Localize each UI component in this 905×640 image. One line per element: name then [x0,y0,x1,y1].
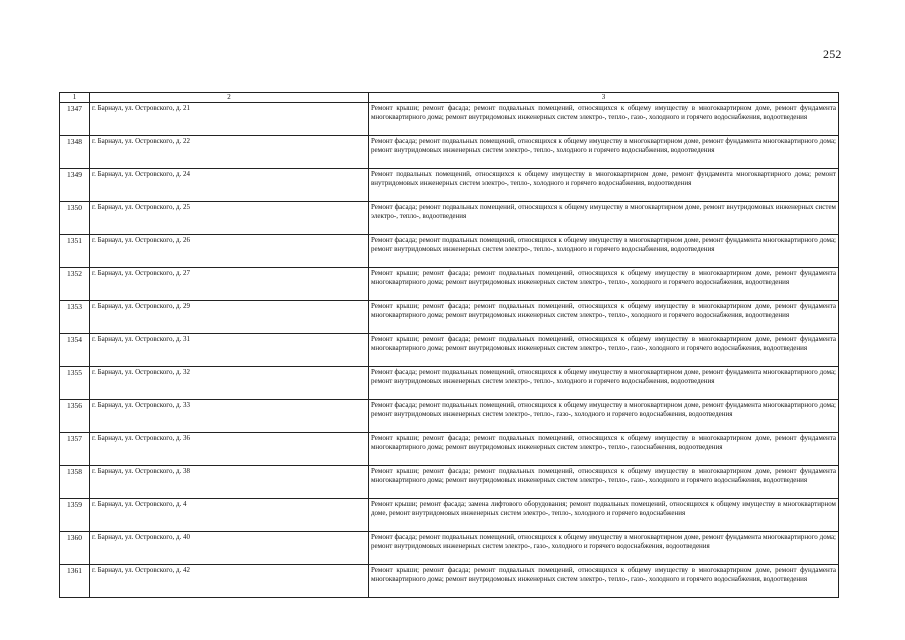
row-number: 1361 [60,565,90,598]
row-works: Ремонт крыши; ремонт фасада; ремонт подвальных помещений, относящихся к общему имуществу в многоквартирном доме, ремонт фундамента многоквартирного дома; ремонт внутридомовых инженерных систем электро-, тепло-, газо-, холодного и горячего водоснабжения, водоотведения [369,565,839,598]
row-address: г. Барнаул, ул. Островского, д. 38 [90,466,369,499]
row-works: Ремонт крыши; ремонт фасада; ремонт подвальных помещений, относящихся к общему имуществу в многоквартирном доме, ремонт фундамента многоквартирного дома; ремонт внутридомовых инженерных систем электро-, тепло-, холодного и горячего водоснабжения, водоотведения [369,268,839,301]
table-row [60,433,839,466]
table-row [60,202,839,235]
table-row [60,103,839,136]
row-address: г. Барнаул, ул. Островского, д. 22 [90,136,369,169]
table-row [60,136,839,169]
row-works: Ремонт крыши; ремонт фасада; ремонт подвальных помещений, относящихся к общему имуществу в многоквартирном доме, ремонт фундамента многоквартирного дома; ремонт внутридомовых инженерных систем электро-, тепло-, газо-, холодного и горячего водоснабжения, водоотведения [369,334,839,367]
table-row [60,466,839,499]
row-address: г. Барнаул, ул. Островского, д. 27 [90,268,369,301]
row-address: г. Барнаул, ул. Островского, д. 21 [90,103,369,136]
row-works: Ремонт фасада; ремонт подвальных помещений, относящихся к общему имуществу в многоквартирном доме, ремонт фундамента многоквартирного дома; ремонт внутридомовых инженерных систем электро-, газо-, холодного и горячего водоснабжения, водоотведения [369,532,839,565]
row-number: 1356 [60,400,90,433]
row-address: г. Барнаул, ул. Островского, д. 32 [90,367,369,400]
row-number: 1353 [60,301,90,334]
row-number: 1355 [60,367,90,400]
table-row [60,499,839,532]
row-number: 1351 [60,235,90,268]
row-address: г. Барнаул, ул. Островского, д. 29 [90,301,369,334]
row-works: Ремонт фасада; ремонт подвальных помещений, относящихся к общему имуществу в многоквартирном доме, ремонт фундамента многоквартирного дома; ремонт внутридомовых инженерных систем электро-, тепло-, холодного и горячего водоснабжения, водоотведения [369,367,839,400]
page-number: 252 [823,47,842,61]
table-row [60,400,839,433]
table-row [60,235,839,268]
table-body [60,103,839,598]
table-row [60,301,839,334]
row-works: Ремонт фасада; ремонт подвальных помещений, относящихся к общему имуществу в многоквартирном доме, ремонт фундамента многоквартирного дома; ремонт внутридомовых инженерных систем электро-, тепло-, газо-, холодного и горячего водоснабжения, водоотведения [369,400,839,433]
row-number: 1354 [60,334,90,367]
table-row [60,268,839,301]
row-number: 1348 [60,136,90,169]
table-row [60,169,839,202]
row-works: Ремонт фасада; ремонт подвальных помещений, относящихся к общему имуществу в многоквартирном доме, ремонт фундамента многоквартирного дома; ремонт внутридомовых инженерных систем электро-, тепло-, холодного и горячего водоснабжения, водоотведения [369,136,839,169]
row-works: Ремонт крыши; ремонт фасада; ремонт подвальных помещений, относящихся к общему имуществу в многоквартирном доме, ремонт фундамента многоквартирного дома; ремонт внутридомовых инженерных систем электро-, тепло-, холодного и горячего водоснабжения, водоотведения [369,301,839,334]
row-works: Ремонт крыши; ремонт фасада; ремонт подвальных помещений, относящихся к общему имуществу в многоквартирном доме, ремонт фундамента многоквартирного дома; ремонт внутридомовых инженерных систем электро-, тепло-, газо-, холодного и горячего водоснабжения, водоотведения [369,466,839,499]
buildings-repair-table [59,92,839,598]
row-works: Ремонт крыши; ремонт фасада; замена лифтового оборудования; ремонт подвальных помещений, относящихся к общему имуществу в многоквартирном доме, ремонт внутридомовых инженерных систем электро-, тепло-, холодного и горячего водоснабжения [369,499,839,532]
column-header-number: 1 [60,93,90,103]
row-number: 1359 [60,499,90,532]
row-address: г. Барнаул, ул. Островского, д. 42 [90,565,369,598]
row-address: г. Барнаул, ул. Островского, д. 26 [90,235,369,268]
row-number: 1350 [60,202,90,235]
row-works: Ремонт фасада; ремонт подвальных помещений, относящихся к общему имуществу в многоквартирном доме, ремонт фундамента многоквартирного дома; ремонт внутридомовых инженерных систем электро-, тепло-, холодного и горячего водоснабжения, водоотведения [369,235,839,268]
table-row [60,565,839,598]
table-header [60,93,839,103]
row-address: г. Барнаул, ул. Островского, д. 33 [90,400,369,433]
row-address: г. Барнаул, ул. Островского, д. 31 [90,334,369,367]
row-number: 1347 [60,103,90,136]
column-header-works: 3 [369,93,839,103]
row-address: г. Барнаул, ул. Островского, д. 40 [90,532,369,565]
row-address: г. Барнаул, ул. Островского, д. 24 [90,169,369,202]
row-number: 1358 [60,466,90,499]
row-number: 1357 [60,433,90,466]
row-works: Ремонт крыши; ремонт фасада; ремонт подвальных помещений, относящихся к общему имуществу в многоквартирном доме, ремонт фундамента многоквартирного дома; ремонт внутридомовых инженерных систем электро-, тепло-, газо-, холодного и горячего водоснабжения, водоотведения [369,103,839,136]
row-address: г. Барнаул, ул. Островского, д. 25 [90,202,369,235]
row-number: 1352 [60,268,90,301]
row-works: Ремонт подвальных помещений, относящихся к общему имуществу в многоквартирном доме, ремонт фундамента многоквартирного дома; ремонт внутридомовых инженерных систем электро-, тепло-, холодного и горячего водоснабжения, водоотведения [369,169,839,202]
row-number: 1349 [60,169,90,202]
table-row [60,532,839,565]
row-address: г. Барнаул, ул. Островского, д. 4 [90,499,369,532]
row-number: 1360 [60,532,90,565]
column-header-address: 2 [90,93,369,103]
table-row [60,334,839,367]
table-row [60,367,839,400]
header-row [60,93,839,103]
row-address: г. Барнаул, ул. Островского, д. 36 [90,433,369,466]
row-works: Ремонт фасада; ремонт подвальных помещений, относящихся к общему имуществу в многоквартирном доме, ремонт внутридомовых инженерных систем электро-, тепло-, водоотведения [369,202,839,235]
row-works: Ремонт крыши; ремонт фасада; ремонт подвальных помещений, относящихся к общему имуществу в многоквартирном доме, ремонт фундамента многоквартирного дома; ремонт внутридомовых инженерных систем электро-, тепло-, газоснабжения, водоотведения [369,433,839,466]
